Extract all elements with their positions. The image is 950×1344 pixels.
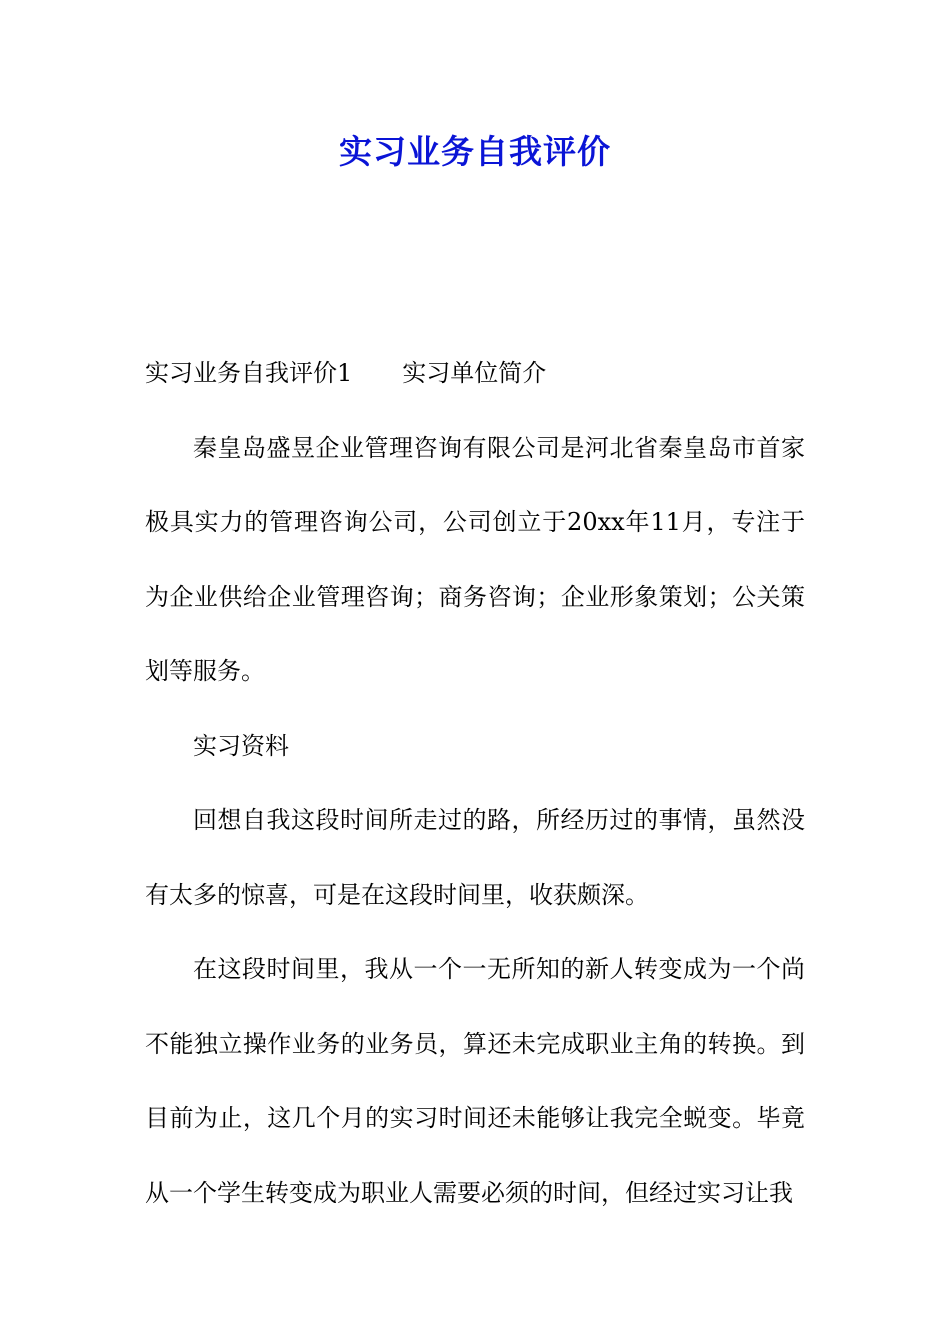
paragraph-transformation: 在这段时间里，我从一个一无所知的新人转变成为一个尚不能独立操作业务的业务员，算还未完成职业主角的转换。到目前为止，这几个月的实习时间还未能够让我完全蜕变。毕竟从一个学生转变成为职业人需要必须的时间，但经过实习让我 [145, 955, 805, 1207]
section-heading [145, 336, 805, 411]
document-body [145, 336, 805, 1230]
paragraph-company-intro: 秦皇岛盛昱企业管理咨询有限公司是河北省秦皇岛市首家极具实力的管理咨询公司，公司创立于20xx年11月，专注于为企业供给企业管理咨询；商务咨询；企业形象策划；公关策划等服务。 [145, 433, 805, 685]
paragraph-reflection: 回想自我这段时间所走过的路，所经历过的事情，虽然没有太多的惊喜，可是在这段时间里，收获颇深。 [145, 806, 805, 909]
section-heading-right: 实习单位简介 [402, 359, 547, 387]
section-heading-left: 实习业务自我评价1 [145, 359, 353, 387]
document-title: 实习业务自我评价 [339, 132, 611, 171]
paragraph-internship-heading: 实习资料 [193, 731, 289, 760]
